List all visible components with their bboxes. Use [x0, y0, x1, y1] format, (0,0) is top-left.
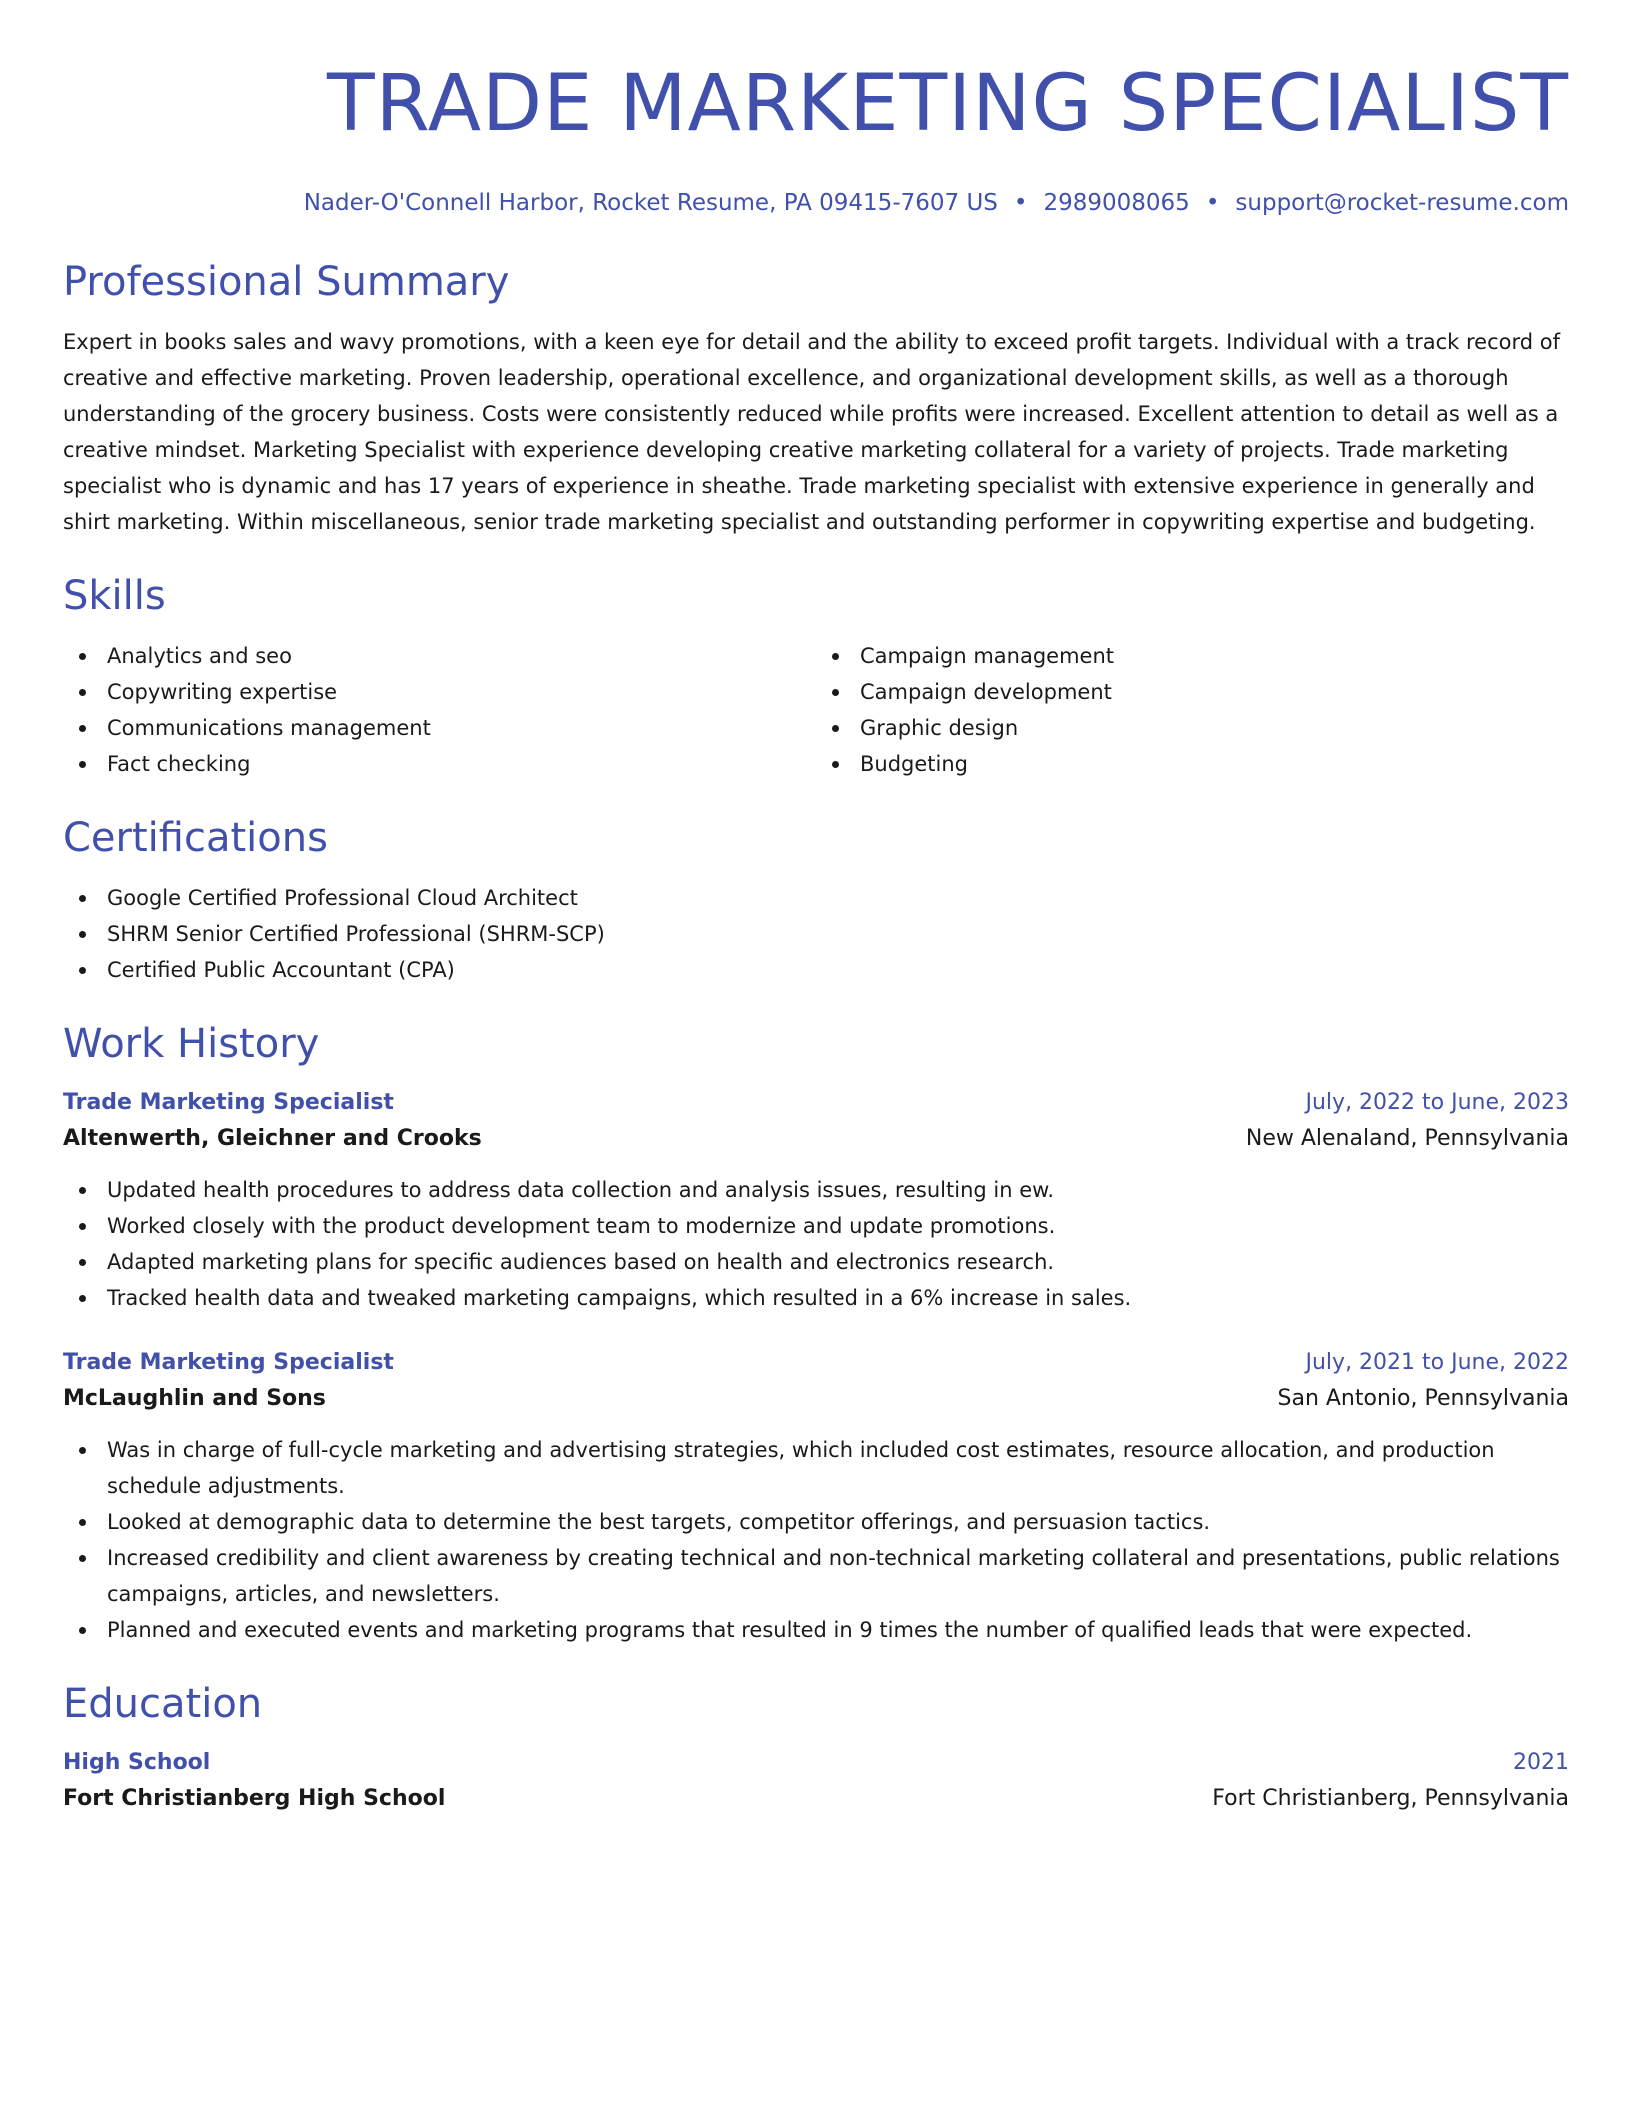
responsibility-item: Adapted marketing plans for specific audiences based on health and electronics research.	[63, 1244, 1569, 1280]
skills-list	[63, 638, 1569, 782]
skill-item: Campaign development	[816, 674, 1569, 710]
skills-column-left	[63, 638, 816, 782]
job-dates: July, 2021 to June, 2022	[1305, 1350, 1569, 1375]
education-school: Fort Christianberg High School	[63, 1786, 446, 1811]
contact-email: support@rocket-resume.com	[1235, 190, 1569, 216]
summary-text: Expert in books sales and wavy promotions, with a keen eye for detail and the ability to exceed profit targets. Individual with a track record of creative and effective marketing. Proven leadership, operational excellence, and organizational development skills, as well as a thorough understanding of the grocery business. Costs were consistently reduced while profits were increased. Excellent attention to detail as well as a creative mindset. Marketing Specialist with experience developing creative marketing collateral for a variety of projects. Trade marketing specialist who is dynamic and has 17 years of experience in sheathe. Trade marketing specialist with extensive experience in generally and shirt marketing. Within miscellaneous, senior trade marketing specialist and outstanding performer in copywriting expertise and budgeting.	[63, 330, 1561, 534]
job-responsibilities	[63, 1432, 1569, 1648]
education-heading: Education	[63, 1681, 263, 1727]
job-header-row	[63, 1086, 1569, 1120]
job-employer-row	[63, 1120, 1569, 1158]
skill-item: Analytics and seo	[63, 638, 816, 674]
contact-phone: 2989008065	[1043, 190, 1190, 216]
education-school-row	[63, 1780, 1569, 1818]
education-degree: High School	[63, 1750, 211, 1775]
responsibility-item: Updated health procedures to address data collection and analysis issues, resulting in ew.	[63, 1172, 1569, 1208]
education-entry	[63, 1746, 1569, 1818]
certification-item: Certified Public Accountant (CPA)	[63, 952, 1569, 988]
skill-item: Communications management	[63, 710, 816, 746]
work-history-heading: Work History	[63, 1021, 320, 1067]
education-location: Fort Christianberg, Pennsylvania	[1212, 1786, 1569, 1811]
contact-address: Nader-O'Connell Harbor, Rocket Resume, PA 09415-7607 US	[303, 190, 998, 216]
job-responsibilities	[63, 1172, 1569, 1316]
job-employer: Altenwerth, Gleichner and Crooks	[63, 1126, 482, 1151]
responsibility-item: Tracked health data and tweaked marketing campaigns, which resulted in a 6% increase in sales.	[63, 1280, 1569, 1316]
skill-item: Campaign management	[816, 638, 1569, 674]
responsibility-item: Planned and executed events and marketing programs that resulted in 9 times the number of qualified leads that were expected.	[63, 1612, 1569, 1648]
certifications-heading: Certifications	[63, 815, 328, 861]
job-header-row	[63, 1346, 1569, 1380]
contact-line	[63, 188, 1569, 218]
skills-heading: Skills	[63, 573, 166, 619]
responsibility-item: Increased credibility and client awareness by creating technical and non-technical marketing collateral and presentations, public relations campaigns, articles, and newsletters.	[63, 1540, 1569, 1612]
certification-item: SHRM Senior Certified Professional (SHRM-SCP)	[63, 916, 1569, 952]
job-entry	[63, 1346, 1569, 1648]
job-location: New Alenaland, Pennsylvania	[1245, 1126, 1569, 1151]
skill-item: Fact checking	[63, 746, 816, 782]
job-employer-row	[63, 1380, 1569, 1418]
certifications-list	[63, 880, 1569, 988]
resume-header	[63, 56, 1569, 218]
job-employer: McLaughlin and Sons	[63, 1386, 326, 1411]
skill-item: Budgeting	[816, 746, 1569, 782]
skill-item: Graphic design	[816, 710, 1569, 746]
certification-item: Google Certified Professional Cloud Architect	[63, 880, 1569, 916]
responsibility-item: Worked closely with the product development team to modernize and update promotions.	[63, 1208, 1569, 1244]
contact-separator: •	[1205, 190, 1220, 216]
job-entry	[63, 1086, 1569, 1316]
job-title: Trade Marketing Specialist	[63, 1350, 394, 1375]
contact-separator: •	[1013, 190, 1028, 216]
summary-heading: Professional Summary	[63, 259, 510, 305]
skill-item: Copywriting expertise	[63, 674, 816, 710]
job-location: San Antonio, Pennsylvania	[1277, 1386, 1569, 1411]
job-dates: July, 2022 to June, 2023	[1305, 1090, 1569, 1115]
skills-column-right	[816, 638, 1569, 782]
job-title: Trade Marketing Specialist	[63, 1090, 394, 1115]
education-year: 2021	[1513, 1750, 1569, 1775]
responsibility-item: Was in charge of full-cycle marketing and advertising strategies, which included cost estimates, resource allocation, and production schedule adjustments.	[63, 1432, 1569, 1504]
resume-title: TRADE MARKETING SPECIALIST	[327, 59, 1569, 149]
education-header-row	[63, 1746, 1569, 1780]
responsibility-item: Looked at demographic data to determine the best targets, competitor offerings, and persuasion tactics.	[63, 1504, 1569, 1540]
